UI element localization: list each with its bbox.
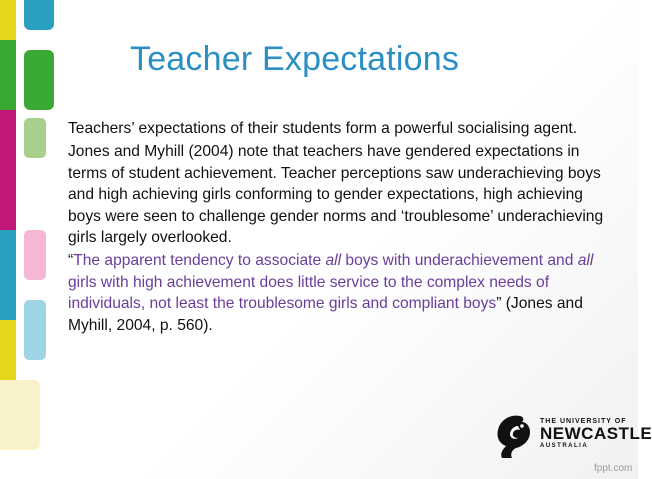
logo-line-3: AUSTRALIA (540, 443, 589, 449)
deco-block-lightpink (24, 230, 46, 280)
quote-emph-1: all (325, 252, 342, 270)
paragraph-1: Teachers’ expectations of their students form a powerful socialising agent. (68, 120, 578, 137)
deco-stripe-yellow-bottom (0, 320, 16, 380)
quote-open-mark: “ (68, 252, 74, 270)
seahorse-logo-icon (490, 412, 536, 460)
quote-paragraph (68, 250, 608, 336)
deco-stripe-teal (0, 230, 16, 320)
quote-part-1: The apparent tendency to associate (73, 252, 326, 270)
quote-part-2: boys with underachievement and (341, 252, 578, 270)
deco-stripe-yellow (0, 0, 16, 40)
quote-citation: (Jones and Myhill, 2004, p. 560). (68, 295, 583, 334)
deco-stripe-green (0, 40, 16, 110)
paragraph-2: Jones and Myhill (2004) note that teachers have gendered expectations in terms of student achievement. Teacher perceptions saw underachieving boys and high achieving girls conforming to gender expectations, high achieving boys were seen to challenge gender norms and ‘troublesome’ underachieving girls largely overlooked. (68, 143, 604, 247)
deco-stripe-pink (0, 110, 16, 230)
deco-block-lightteal (24, 300, 46, 360)
watermark: fppt.com (594, 463, 633, 474)
deco-block-teal (24, 0, 54, 30)
deco-block-lightgreen (24, 118, 46, 158)
slide-body (68, 118, 608, 338)
logo-line-2: NEWCASTLE (540, 424, 652, 443)
quote-part-3: girls with high achievement does little service to the complex needs of individuals, not least the troublesome girls and compliant boys (68, 273, 550, 313)
quote-close-mark: ” (496, 295, 502, 313)
logo-text (540, 418, 652, 449)
slide-title: Teacher Expectations (130, 40, 460, 78)
logo-line-1: THE UNIVERSITY OF (540, 418, 627, 425)
quote-emph-2: all (577, 252, 594, 270)
university-logo (490, 412, 652, 462)
deco-block-lightyellow (0, 380, 40, 450)
deco-block-green (24, 50, 54, 110)
